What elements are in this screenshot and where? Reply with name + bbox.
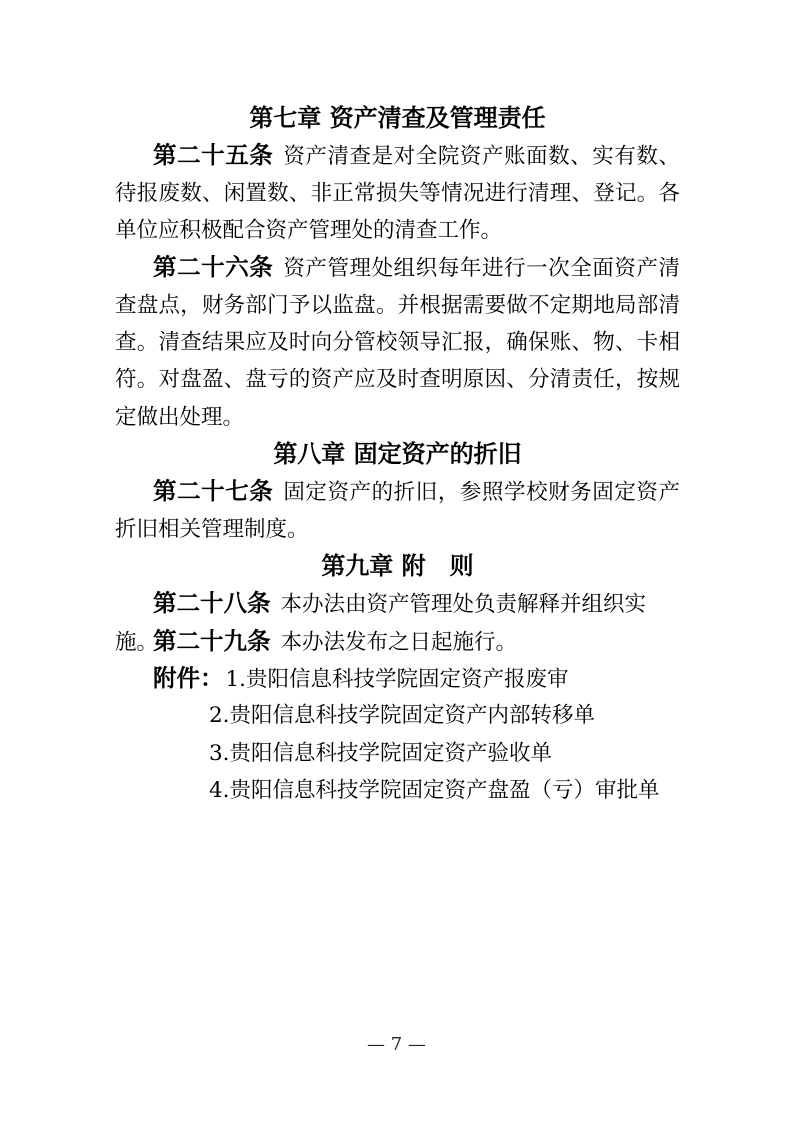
attachments-line-1 xyxy=(115,660,680,697)
article-27-line-1 xyxy=(115,473,680,510)
attachment-item-2: 2.贵阳信息科技学院固定资产内部转移单 xyxy=(209,703,596,729)
article-29-label: 第二十九条 xyxy=(153,626,271,655)
chapter-9-heading: 第九章 附 则 xyxy=(321,551,474,580)
article-26-line-5: 定做出处理。 xyxy=(115,404,245,430)
page-number: — 7 — xyxy=(367,1034,426,1055)
attachment-item-4: 4.贵阳信息科技学院固定资产盘盈（亏）审批单 xyxy=(209,777,660,803)
article-25-text-1: 资产清查是对全院资产账面数、实有数、 xyxy=(283,144,680,170)
attachment-item-3: 3.贵阳信息科技学院固定资产验收单 xyxy=(209,740,553,766)
article-26-line-4: 符。对盘盈、盘亏的资产应及时查明原因、分清责任，按规 xyxy=(115,367,680,393)
article-29-line-1 xyxy=(115,623,680,660)
article-26-line-2: 查盘点，财务部门予以监盘。并根据需要做不定期地局部清 xyxy=(115,292,680,318)
article-28-label: 第二十八条 xyxy=(153,589,271,618)
chapter-8-heading: 第八章 固定资产的折旧 xyxy=(273,439,522,468)
document-body xyxy=(115,100,680,809)
chapter-7-heading: 第七章 资产清查及管理责任 xyxy=(249,104,546,132)
article-26-text-1: 资产管理处组织每年进行一次全面资产清 xyxy=(283,256,680,282)
attachment-item-1: 1.贵阳信息科技学院固定资产报废审 xyxy=(225,666,569,692)
article-29-text: 本办法发布之日起施行。 xyxy=(280,629,518,655)
attachments-label: 附件： xyxy=(153,663,224,692)
article-27-text-1: 固定资产的折旧，参照学校财务固定资产 xyxy=(283,480,680,506)
article-28-text: 本办法由资产管理处负责解释并组织实施。 xyxy=(115,592,647,655)
article-26-line-3: 查。清查结果应及时向分管校领导汇报，确保账、物、卡相 xyxy=(115,329,680,355)
article-26-label: 第二十六条 xyxy=(153,253,274,282)
article-25-line-2: 待报废数、闲置数、非正常损失等情况进行清理、登记。各 xyxy=(115,180,680,206)
article-27-label: 第二十七条 xyxy=(153,477,274,506)
article-25-label: 第二十五条 xyxy=(153,141,274,170)
article-25-line-3: 单位应积极配合资产管理处的清查工作。 xyxy=(115,217,503,243)
article-25-line-1 xyxy=(115,137,680,174)
article-27-line-2: 折旧相关管理制度。 xyxy=(115,516,309,542)
article-26-line-1 xyxy=(115,249,680,286)
